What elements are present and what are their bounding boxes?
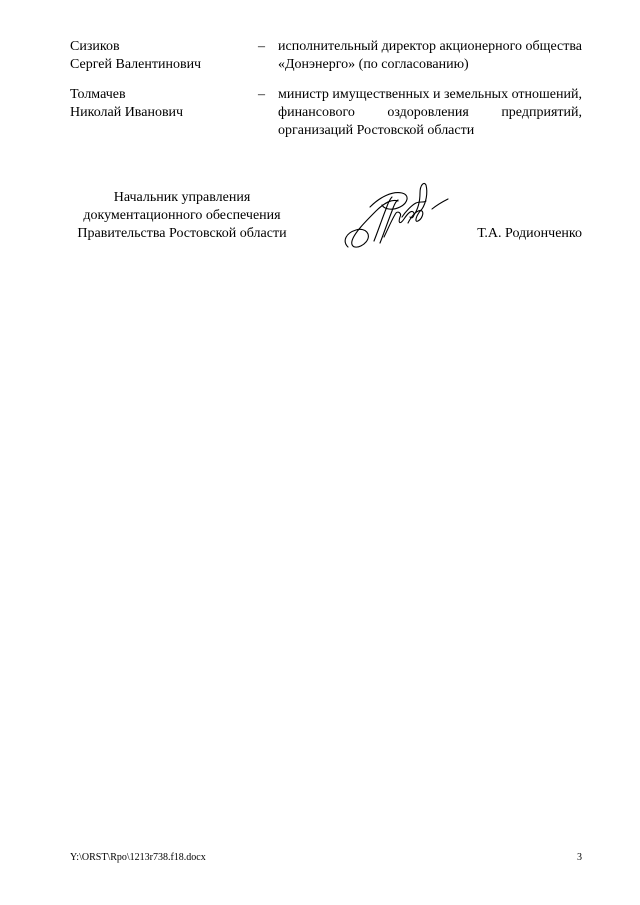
signer-position-line: документационного обеспечения <box>83 208 281 223</box>
signer-position-line: Начальник управления <box>113 190 251 205</box>
member-surname: Толмачев <box>70 87 126 102</box>
signer-position-line: Правительства Ростовской области <box>77 226 287 241</box>
signer-position <box>62 189 302 243</box>
member-given-names: Николай Иванович <box>70 105 184 120</box>
member-name <box>70 86 250 122</box>
member-dash: – <box>258 87 265 102</box>
page-number: 3 <box>577 852 582 863</box>
member-role: исполнительный директор акционерного общества «Донэнерго» (по согласованию) <box>278 39 582 72</box>
member-role: министр имущественных и земельных отношений, финансового оздоровления предприятий, организаций Ростовской области <box>278 87 582 138</box>
signer-name: Т.А. Родионченко <box>477 226 582 241</box>
member-name <box>70 38 250 74</box>
footer-file-path: Y:\ORST\Rpo\1213r738.f18.docx <box>70 852 206 863</box>
member-surname: Сизиков <box>70 39 120 54</box>
handwritten-signature <box>340 179 455 259</box>
member-given-names: Сергей Валентинович <box>70 57 202 72</box>
member-dash: – <box>258 39 265 54</box>
